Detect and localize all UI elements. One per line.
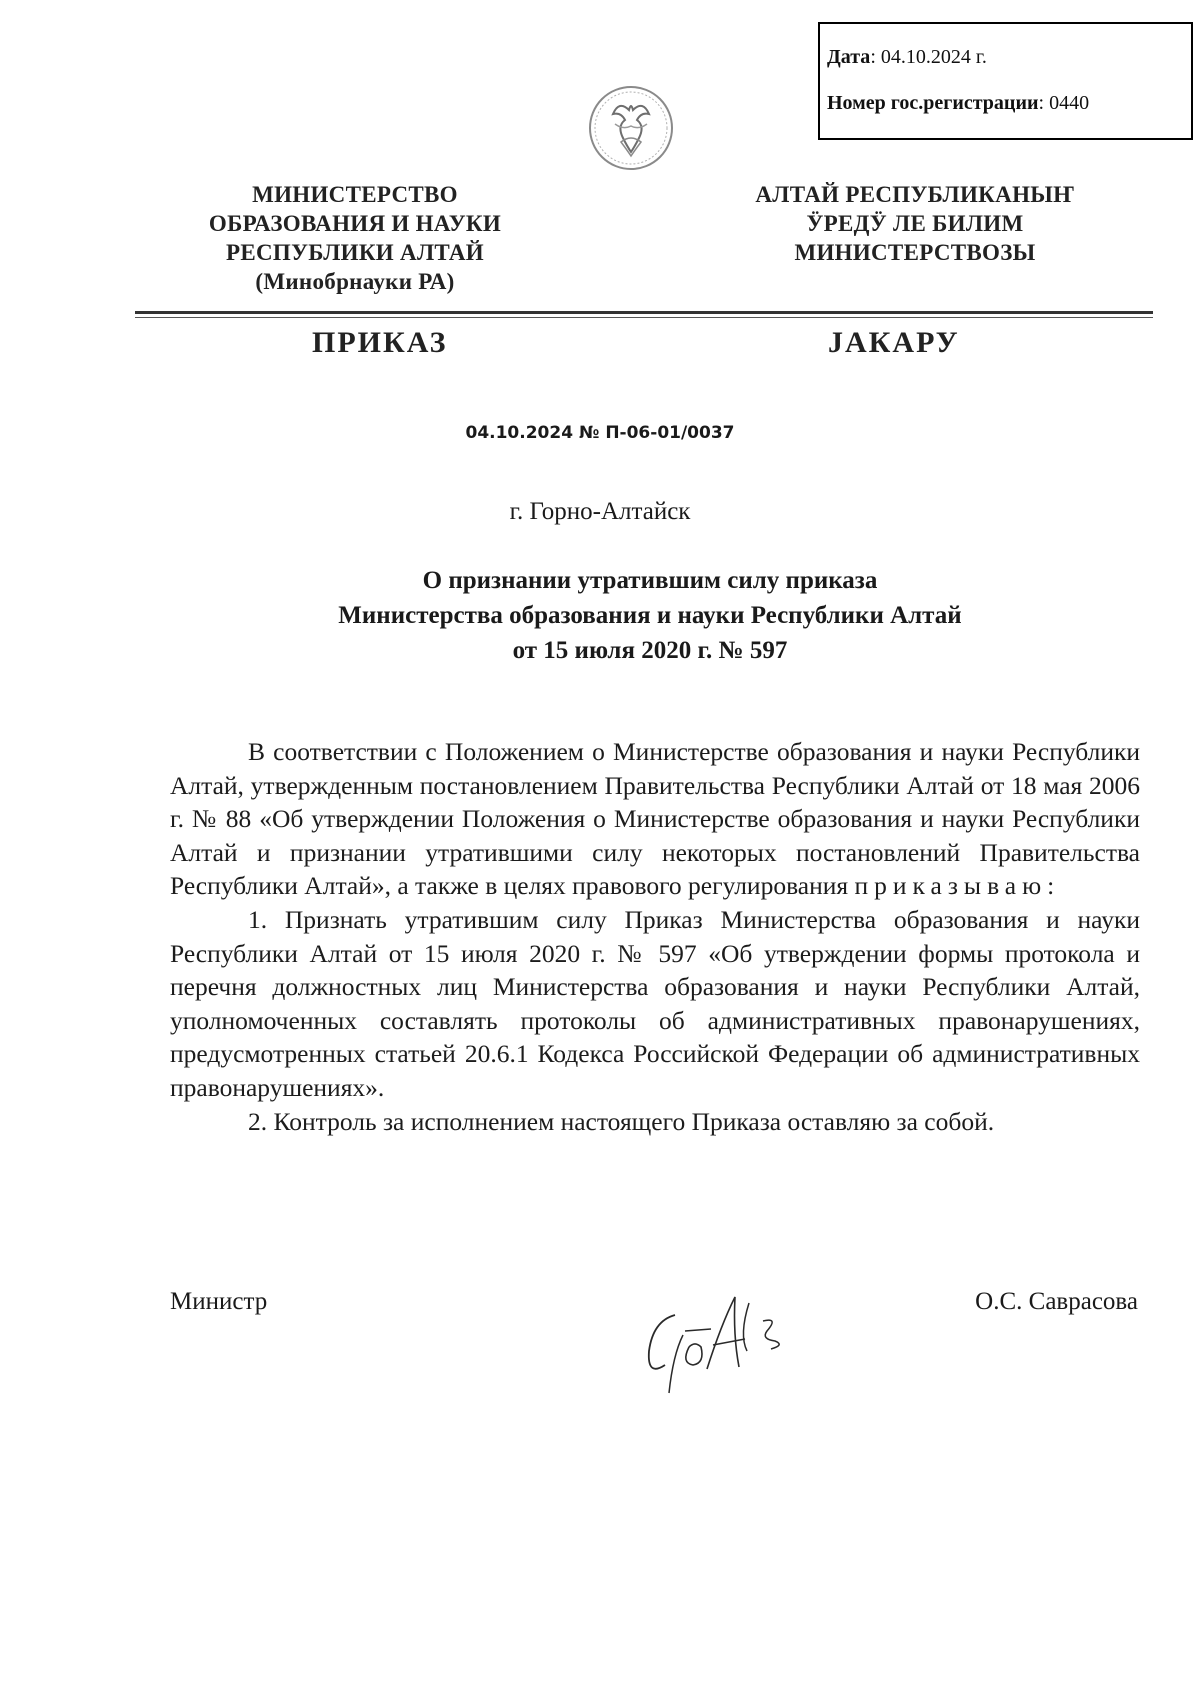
signatory-name: О.С. Саврасова <box>975 1288 1138 1315</box>
document-type-russian: ПРИКАЗ <box>312 326 448 359</box>
registration-box <box>818 22 1193 140</box>
ministry-name-russian <box>150 180 560 296</box>
document-body <box>170 735 1140 1138</box>
signatory-position: Министр <box>170 1288 268 1315</box>
ministry-name-line: РЕСПУБЛИКИ АЛТАЙ <box>226 240 484 265</box>
ministry-name-line: ОБРАЗОВАНИЯ И НАУКИ <box>208 211 502 236</box>
orders-word: приказываю: <box>854 871 1061 901</box>
order-item-2: 2. Контроль за исполнением настоящего Приказа оставляю за собой. <box>248 1106 995 1136</box>
subject-line: от 15 июля 2020 г. № 597 <box>512 637 788 664</box>
ministry-name-line: МИНИСТЕРСТВО <box>252 182 458 207</box>
document-type-altai: JАКАРУ <box>828 326 960 359</box>
registration-date-label: Дата <box>827 46 871 68</box>
registration-number-line <box>827 92 1089 115</box>
header-divider-thick <box>135 311 1153 314</box>
ministry-name-altai <box>700 180 1130 267</box>
ministry-abbreviation: (Минобрнауки РА) <box>255 269 455 294</box>
order-item-1: 1. Признать утратившим силу Приказ Министерства образования и науки Республики Алтай от 15 июля 2020 г. № 597 «Об утверждении формы протокола и перечня должностных лиц Министерства образования и науки Республики Алтай, уполномоченных составлять протоколы об административных правонарушениях, предусмотренных статьей 20.6.1 Кодекса Российской Федерации об административных правонарушениях». <box>170 904 1140 1102</box>
ministry-name-line: АЛТАЙ РЕСПУБЛИКАНЫҤ <box>755 182 1075 207</box>
registration-number-label: Номер гос.регистрации <box>827 92 1039 114</box>
preamble-paragraph <box>170 735 1140 903</box>
registration-date-value: : 04.10.2024 г. <box>870 46 987 68</box>
registration-number-value: : 0440 <box>1038 92 1090 114</box>
coat-of-arms-emblem <box>585 80 677 176</box>
header-divider-thin <box>135 317 1153 318</box>
order-number: 04.10.2024 № П-06-01/0037 <box>465 423 735 443</box>
document-subject <box>170 563 1130 668</box>
subject-line: Министерства образования и науки Республики Алтай <box>338 602 962 629</box>
ministry-name-line: МИНИСТЕРСТВОЗЫ <box>794 240 1036 265</box>
preamble-text: В соответствии с Положением о Министерстве образования и науки Республики Алтай, утвержденным постановлением Правительства Республики Алтай от 18 мая 2006 г. № 88 «Об утверждении Положения о Министерстве образования и науки Республики Алтай и признании утратившими силу некоторых постановлений Правительства Республики Алтай», а также в целях правового регулирования <box>170 737 1140 901</box>
registration-date-line <box>827 46 987 69</box>
handwritten-signature <box>635 1285 810 1400</box>
ministry-name-line: ӰРЕДӰ ЛЕ БИЛИМ <box>806 211 1024 236</box>
city: г. Горно-Алтайск <box>509 498 691 525</box>
subject-line: О признании утратившим силу приказа <box>422 567 878 594</box>
